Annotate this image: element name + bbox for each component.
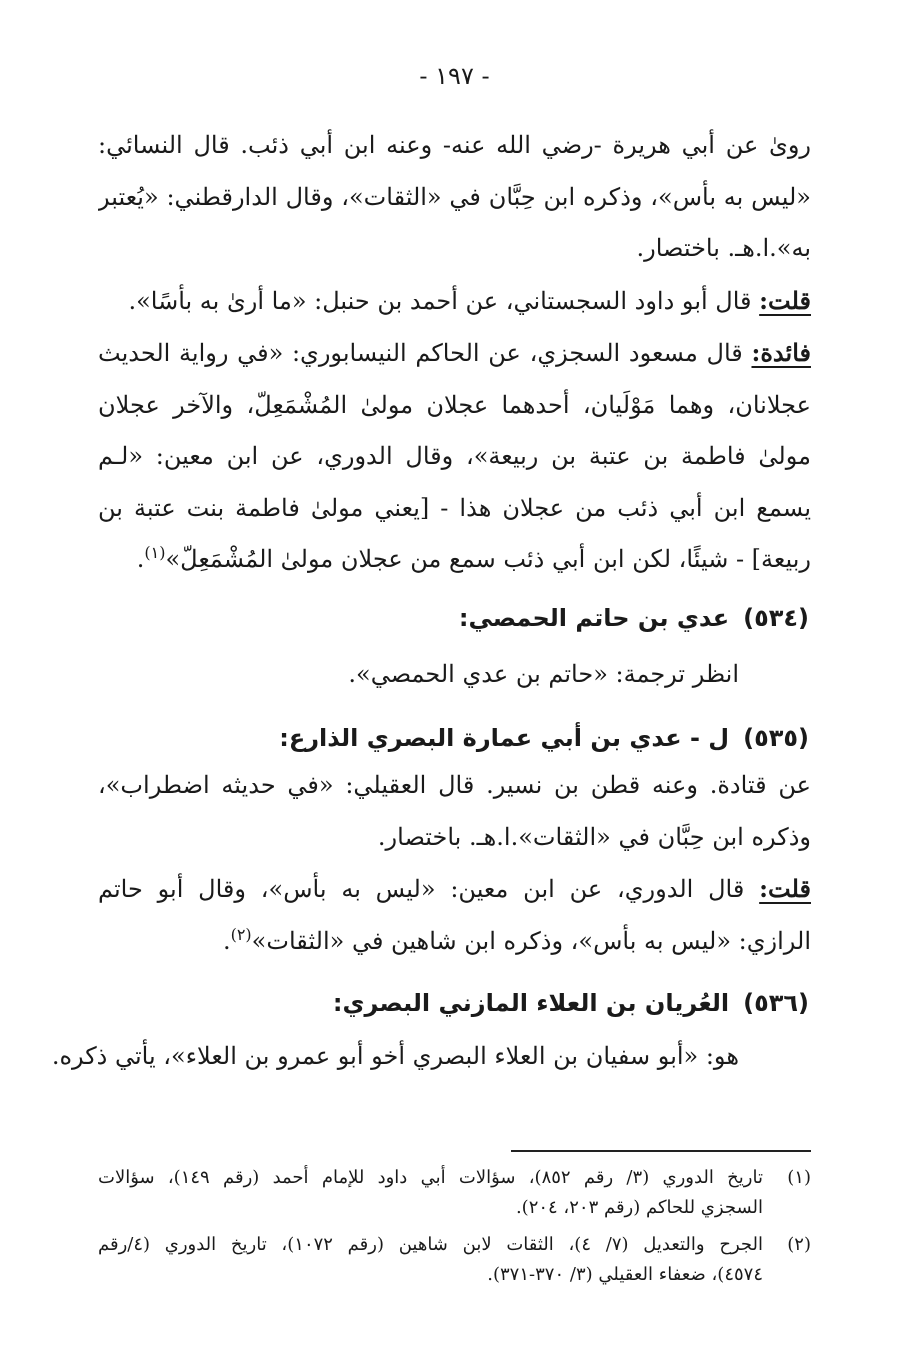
entry-number: (٥٣٤) bbox=[743, 604, 809, 632]
text-line bbox=[98, 916, 811, 968]
text-line: عجلانان، وهما مَوْلَيان، أحدهما عجلان مولىٰ المُشْمَعِلّ، والآخر عجلان bbox=[98, 390, 811, 419]
qultu-text: قال الدوري، عن ابن معين: «ليس به بأس»، وقال أبو حاتم bbox=[98, 875, 745, 903]
footnote-number: (٢) bbox=[787, 1234, 811, 1255]
entry-title: عدي بن حاتم الحمصي: bbox=[458, 604, 730, 632]
text-line: «ليس به بأس»، وذكره ابن حِبَّان في «الثقات»، وقال الدارقطني: «يُعتبر bbox=[98, 182, 811, 211]
entry-number: (٥٣٥) bbox=[743, 724, 809, 752]
qultu-label: قلت: bbox=[759, 285, 811, 315]
footnote-text: تاريخ الدوري (٣/ رقم ٨٥٢)، سؤالات أبي داود للإمام أحمد (رقم ١٤٩)، سؤالات bbox=[98, 1167, 763, 1188]
faida-line bbox=[98, 327, 811, 380]
entry-title: ل - عدي بن أبي عمارة البصري الذارع: bbox=[279, 724, 730, 752]
entry-title: العُريان بن العلاء المازني البصري: bbox=[332, 989, 730, 1017]
footnote-number: (١) bbox=[787, 1167, 811, 1188]
footnote-1 bbox=[98, 1163, 811, 1223]
qultu-text: قال أبو داود السجستاني، عن أحمد بن حنبل: «ما أرىٰ به بأسًا». bbox=[128, 286, 752, 315]
footnote-2 bbox=[98, 1230, 811, 1290]
intro-paragraph bbox=[98, 120, 811, 586]
faida-last-text: ربيعة] - شيئًا، لكن ابن أبي ذئب سمع من عجلان مولىٰ المُشْمَعِلّ» bbox=[165, 545, 811, 573]
text-line: مولىٰ فاطمة بن عتبة بن ربيعة»، وقال الدوري، عن ابن معين: «لـم bbox=[98, 442, 811, 470]
sentence-end: . bbox=[222, 926, 231, 955]
qultu-label: قلت: bbox=[759, 874, 811, 903]
footnote-line: السجزي للحاكم (رقم ٢٠٣، ٢٠٤). bbox=[515, 1197, 763, 1218]
text-line: عن قتادة. وعنه قطن بن نسير. قال العقيلي: «في حديثه اضطراب»، bbox=[98, 771, 811, 799]
entry-535-body bbox=[98, 760, 811, 967]
footnote-separator bbox=[511, 1150, 811, 1152]
faida-text: قال مسعود السجزي، عن الحاكم النيسابوري: «في رواية الحديث bbox=[98, 339, 743, 367]
entry-heading-535 bbox=[98, 718, 809, 758]
qultu-line bbox=[98, 863, 811, 916]
entry-heading-536 bbox=[98, 983, 809, 1023]
entry-body-line: هو: «أبو سفيان بن العلاء البصري أخو أبو عمرو بن العلاء»، يأتي ذكره. bbox=[51, 1042, 739, 1070]
entry-heading-534 bbox=[98, 598, 809, 638]
footnote-line bbox=[98, 1163, 811, 1193]
footnote-text: الجرح والتعديل (٧/ ٤)، الثقات لابن شاهين (رقم ١٠٧٢)، تاريخ الدوري (٤/رقم bbox=[98, 1234, 763, 1255]
text-line bbox=[98, 534, 811, 586]
text-line: به».ا.هـ. باختصار. bbox=[636, 234, 811, 262]
qultu-line bbox=[98, 275, 811, 328]
footnote-line bbox=[98, 1230, 811, 1260]
qultu-last-text: الرازي: «ليس به بأس»، وذكره ابن شاهين في «الثقات» bbox=[251, 926, 811, 955]
text-line: وذكره ابن حِبَّان في «الثقات».ا.هـ. باختصار. bbox=[377, 822, 811, 851]
faida-label: فائدة: bbox=[751, 338, 811, 367]
entry-body-line: انظر ترجمة: «حاتم بن عدي الحمصي». bbox=[348, 660, 739, 688]
text-line: يسمع ابن أبي ذئب من عجلان هذا - [يعني مولىٰ فاطمة بنت عتبة بن bbox=[98, 493, 811, 522]
footnote-reference[interactable]: (٢) bbox=[230, 924, 252, 944]
entry-number: (٥٣٦) bbox=[743, 989, 809, 1017]
text-line: روىٰ عن أبي هريرة -رضي الله عنه- وعنه ابن أبي ذئب. قال النسائي: bbox=[98, 131, 811, 159]
footnote-line: ٤٥٧٤)، ضعفاء العقيلي (٣/ ٣٧٠-٣٧١). bbox=[487, 1264, 763, 1285]
sentence-end: . bbox=[136, 545, 145, 573]
page-number: - ١٩٧ - bbox=[419, 62, 490, 90]
footnote-reference[interactable]: (١) bbox=[144, 543, 166, 562]
